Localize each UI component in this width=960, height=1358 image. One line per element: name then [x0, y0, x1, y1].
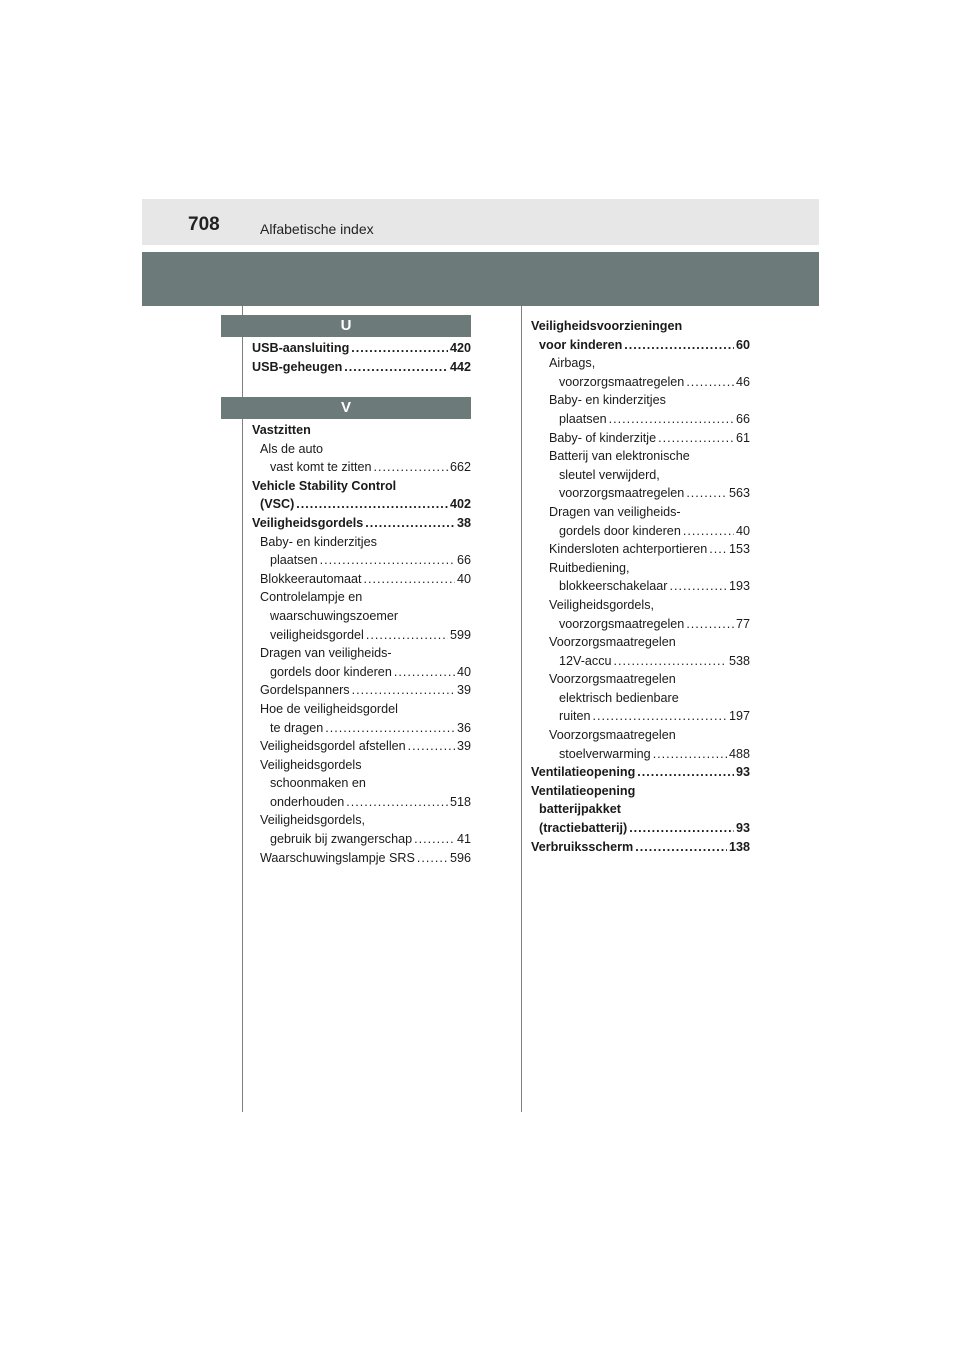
dot-leader — [635, 838, 727, 857]
index-heading — [531, 466, 750, 485]
page-reference: 662 — [449, 460, 471, 475]
entry-text: Batterij van elektronische — [549, 449, 690, 464]
entry-text: Vehicle Stability Control — [252, 478, 397, 493]
index-entry — [531, 763, 750, 782]
index-entry — [531, 540, 750, 559]
entry-text: Vastzitten — [252, 423, 311, 437]
page-reference: 518 — [449, 794, 471, 809]
index-entry — [252, 339, 471, 358]
entry-text: ruiten — [559, 709, 591, 724]
dot-leader — [683, 522, 734, 541]
entry-text: te dragen — [270, 720, 324, 735]
page-reference: 197 — [728, 709, 750, 724]
index-heading — [531, 689, 750, 708]
dot-leader — [686, 615, 734, 634]
dot-leader — [374, 458, 448, 477]
page-reference: 442 — [449, 359, 471, 374]
entry-text: Controlelampje en — [260, 590, 363, 605]
entry-text: voorzorgsmaatregelen — [559, 486, 685, 501]
entry-text: gebruik bij zwangerschap — [270, 832, 413, 847]
dot-leader — [624, 336, 734, 355]
entry-text: Voorzorgsmaatregelen — [549, 635, 676, 650]
index-entry — [252, 663, 471, 682]
index-heading — [531, 670, 750, 689]
entry-text: schoonmaken en — [270, 776, 366, 791]
dot-leader — [609, 410, 734, 429]
index-heading — [531, 447, 750, 466]
index-heading — [531, 633, 750, 652]
entry-text: Ventilatieopening — [531, 765, 636, 780]
entry-text: Dragen van veiligheids- — [260, 646, 392, 661]
dot-leader — [593, 707, 727, 726]
entry-text: Veiligheidsgordels — [252, 515, 364, 530]
index-entry — [531, 522, 750, 541]
index-heading — [252, 440, 471, 459]
page-reference: 39 — [456, 739, 471, 754]
index-heading — [252, 588, 471, 607]
index-entry — [531, 819, 750, 838]
index-entry — [252, 570, 471, 589]
index-entry — [531, 373, 750, 392]
dot-leader — [366, 626, 448, 645]
index-heading — [531, 726, 750, 745]
index-heading — [252, 644, 471, 663]
index-heading — [252, 421, 471, 440]
entry-text: Veiligheidsgordel afstellen — [260, 739, 406, 754]
index-entry — [531, 484, 750, 503]
dot-leader — [629, 819, 734, 838]
index-entry — [252, 849, 471, 868]
dot-leader — [614, 652, 727, 671]
entry-text: veiligheidsgordel — [270, 627, 364, 642]
entry-text: Veiligheidsgordels, — [260, 813, 366, 828]
entry-text: Kindersloten achterportieren — [549, 542, 708, 557]
entry-text: Baby- en kinderzitjes — [260, 534, 377, 549]
entry-text: batterijpakket — [539, 802, 621, 817]
index-entry — [531, 429, 750, 448]
entry-text: (tractiebatterij) — [539, 821, 628, 836]
index-heading — [531, 503, 750, 522]
page-reference: 40 — [456, 664, 471, 679]
index-list-right — [531, 317, 750, 856]
index-entry — [531, 615, 750, 634]
entry-text: USB-aansluiting — [252, 341, 350, 355]
page-reference: 41 — [456, 832, 471, 847]
index-heading — [531, 596, 750, 615]
index-heading — [531, 782, 750, 801]
index-entry — [531, 336, 750, 355]
index-entry — [252, 737, 471, 756]
header-band — [142, 252, 819, 306]
index-entry — [531, 745, 750, 764]
index-heading — [531, 800, 750, 819]
index-entry — [252, 719, 471, 738]
dot-leader — [686, 373, 734, 392]
page-reference: 488 — [728, 746, 750, 761]
index-entry — [531, 652, 750, 671]
letter-heading-u: U — [221, 315, 471, 337]
index-heading — [531, 317, 750, 336]
dot-leader — [408, 737, 455, 756]
dot-leader — [670, 577, 727, 596]
page-reference: 420 — [449, 341, 471, 355]
dot-leader — [344, 358, 448, 377]
page-reference: 93 — [735, 765, 750, 780]
index-entry — [252, 681, 471, 700]
index-entry — [252, 830, 471, 849]
dot-leader — [414, 830, 455, 849]
dot-leader — [637, 763, 734, 782]
entry-text: sleutel verwijderd, — [559, 467, 660, 482]
index-heading — [252, 774, 471, 793]
page-reference: 193 — [728, 579, 750, 594]
dot-leader — [365, 514, 455, 533]
index-entry — [531, 707, 750, 726]
entry-text: Veiligheidsvoorzieningen — [531, 319, 683, 333]
dot-leader — [296, 495, 448, 514]
index-heading — [252, 477, 471, 496]
page-reference: 39 — [456, 683, 471, 698]
entry-text: Veiligheidsgordels, — [549, 597, 655, 612]
dot-leader — [364, 570, 455, 589]
entry-text: voor kinderen — [539, 337, 623, 352]
page-reference: 77 — [735, 616, 750, 631]
entry-text: gordels door kinderen — [559, 523, 681, 538]
entry-text: waarschuwingszoemer — [270, 608, 399, 623]
dot-leader — [351, 339, 448, 358]
index-entry — [252, 793, 471, 812]
page-reference: 66 — [735, 411, 750, 426]
page-reference: 61 — [735, 430, 750, 445]
entry-text: blokkeerschakelaar — [559, 579, 668, 594]
page-reference: 563 — [728, 486, 750, 501]
section-title: Alfabetische index — [260, 221, 374, 237]
index-heading — [252, 607, 471, 626]
page-reference: 36 — [456, 720, 471, 735]
page-reference: 599 — [449, 627, 471, 642]
index-entry — [252, 551, 471, 570]
dot-leader — [352, 681, 455, 700]
entry-text: 12V-accu — [559, 653, 612, 668]
page-reference: 538 — [728, 653, 750, 668]
dot-leader — [686, 484, 727, 503]
page-reference: 66 — [456, 553, 471, 568]
entry-text: vast komt te zitten — [270, 460, 372, 475]
page-reference: 402 — [449, 497, 471, 512]
entry-text: Voorzorgsmaatregelen — [549, 672, 676, 687]
letter-heading-v: V — [221, 397, 471, 419]
dot-leader — [653, 745, 727, 764]
index-entry — [252, 514, 471, 533]
index-entry — [531, 410, 750, 429]
index-heading — [252, 756, 471, 775]
entry-text: voorzorgsmaatregelen — [559, 616, 685, 631]
index-heading — [531, 391, 750, 410]
index-heading — [252, 811, 471, 830]
entry-text: Waarschuwingslampje SRS — [260, 850, 415, 865]
page-reference: 60 — [735, 337, 750, 352]
entry-text: Baby- en kinderzitjes — [549, 393, 666, 408]
entry-text: voorzorgsmaatregelen — [559, 374, 685, 389]
dot-leader — [325, 719, 455, 738]
dot-leader — [658, 429, 734, 448]
entry-text: Blokkeerautomaat — [260, 571, 362, 586]
entry-text: USB-geheugen — [252, 359, 343, 374]
entry-text: gordels door kinderen — [270, 664, 392, 679]
index-entry — [252, 358, 471, 377]
index-entry — [252, 458, 471, 477]
index-heading — [252, 700, 471, 719]
page-number: 708 — [188, 214, 220, 235]
index-entry — [252, 626, 471, 645]
page-reference: 40 — [456, 571, 471, 586]
index-heading — [252, 533, 471, 552]
page-reference: 40 — [735, 523, 750, 538]
entry-text: Verbruiksscherm — [531, 839, 634, 854]
entry-text: stoelverwarming — [559, 746, 651, 761]
dot-leader — [394, 663, 455, 682]
entry-text: Hoe de veiligheidsgordel — [260, 701, 398, 716]
entry-text: Veiligheidsgordels — [260, 757, 362, 772]
dot-leader — [417, 849, 448, 868]
entry-text: Als de auto — [260, 441, 324, 456]
column-divider-middle — [521, 306, 522, 1112]
entry-text: Ruitbediening, — [549, 560, 630, 575]
index-list-u — [252, 339, 471, 376]
index-heading — [531, 559, 750, 578]
entry-text: onderhouden — [270, 794, 345, 809]
dot-leader — [709, 540, 727, 559]
entry-text: Dragen van veiligheids- — [549, 504, 681, 519]
entry-text: Voorzorgsmaatregelen — [549, 728, 676, 743]
entry-text: plaatsen — [559, 411, 607, 426]
page-reference: 138 — [728, 839, 750, 854]
entry-text: Airbags, — [549, 356, 596, 371]
header-bar — [142, 199, 819, 245]
entry-text: plaatsen — [270, 553, 318, 568]
index-entry — [531, 577, 750, 596]
entry-text: (VSC) — [260, 497, 295, 512]
page-reference: 153 — [728, 542, 750, 557]
index-heading — [531, 354, 750, 373]
entry-text: Ventilatieopening — [531, 783, 636, 798]
index-list-v — [252, 421, 471, 867]
dot-leader — [346, 793, 448, 812]
page-reference: 46 — [735, 374, 750, 389]
page-reference: 93 — [735, 821, 750, 836]
entry-text: Gordelspanners — [260, 683, 350, 698]
index-entry — [252, 495, 471, 514]
dot-leader — [320, 551, 455, 570]
page-reference: 38 — [456, 515, 471, 530]
page-reference: 596 — [449, 850, 471, 865]
index-entry — [531, 838, 750, 857]
entry-text: elektrisch bedienbare — [559, 690, 679, 705]
entry-text: Baby- of kinderzitje — [549, 430, 657, 445]
column-divider-left — [242, 306, 243, 1112]
